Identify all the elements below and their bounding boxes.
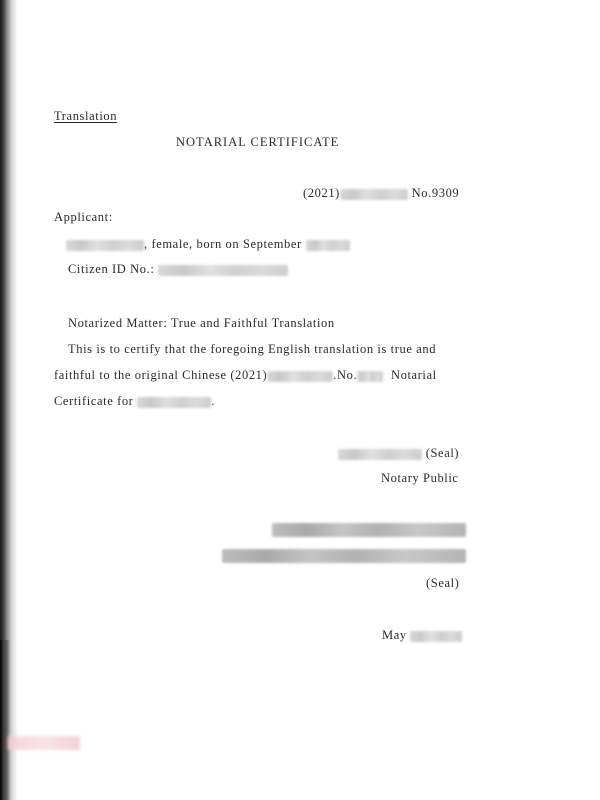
body-line-1: This is to certify that the foregoing English translation is true and [68, 342, 437, 356]
body-line-3-end: . [211, 394, 215, 408]
translation-label: Translation [54, 109, 118, 123]
seal-label-2: (Seal) [426, 576, 460, 590]
notary-public-label: Notary Public [381, 471, 459, 485]
body-line-2-mid: .No. [333, 368, 358, 382]
faint-stamp-mark [8, 736, 80, 750]
redacted-certificate-subject [137, 397, 211, 408]
citizen-id-line [68, 262, 288, 277]
document-title: NOTARIAL CERTIFICATE [176, 135, 340, 149]
date-month: May [382, 628, 407, 642]
redacted-applicant-name [66, 240, 144, 251]
notary-seal-line [338, 446, 459, 461]
body-line-2-end: Notarial [390, 368, 437, 382]
citizen-id-label: Citizen ID No.: [68, 262, 155, 276]
redacted-notary-office-line-2 [222, 548, 466, 563]
redacted-original-cert-number [357, 371, 383, 382]
notarized-matter: Notarized Matter: True and Faithful Translation [68, 316, 335, 330]
seal-label-1: (Seal) [425, 446, 460, 460]
certificate-year: (2021) [303, 186, 340, 200]
body-line-2-start: faithful to the original Chinese (2021) [54, 368, 268, 382]
certificate-number: No.9309 [411, 186, 460, 200]
body-line-3 [54, 394, 215, 409]
applicant-details: , female, born on September [144, 237, 302, 251]
applicant-details-line [66, 237, 350, 252]
redacted-birth-day [306, 240, 350, 251]
redacted-notary-office-line-1 [272, 522, 466, 537]
body-line-3-start: Certificate for [54, 394, 134, 408]
body-line-2 [54, 368, 437, 383]
redacted-date-day-year [410, 631, 462, 642]
redacted-citizen-id [158, 265, 288, 276]
redacted-notary-name [338, 449, 422, 460]
applicant-heading: Applicant: [54, 210, 113, 224]
date-line [382, 628, 462, 643]
redacted-original-cert-code [267, 371, 333, 382]
scan-edge-shadow [0, 0, 18, 800]
redacted-office-code [340, 189, 408, 200]
certificate-number-line [303, 186, 459, 201]
